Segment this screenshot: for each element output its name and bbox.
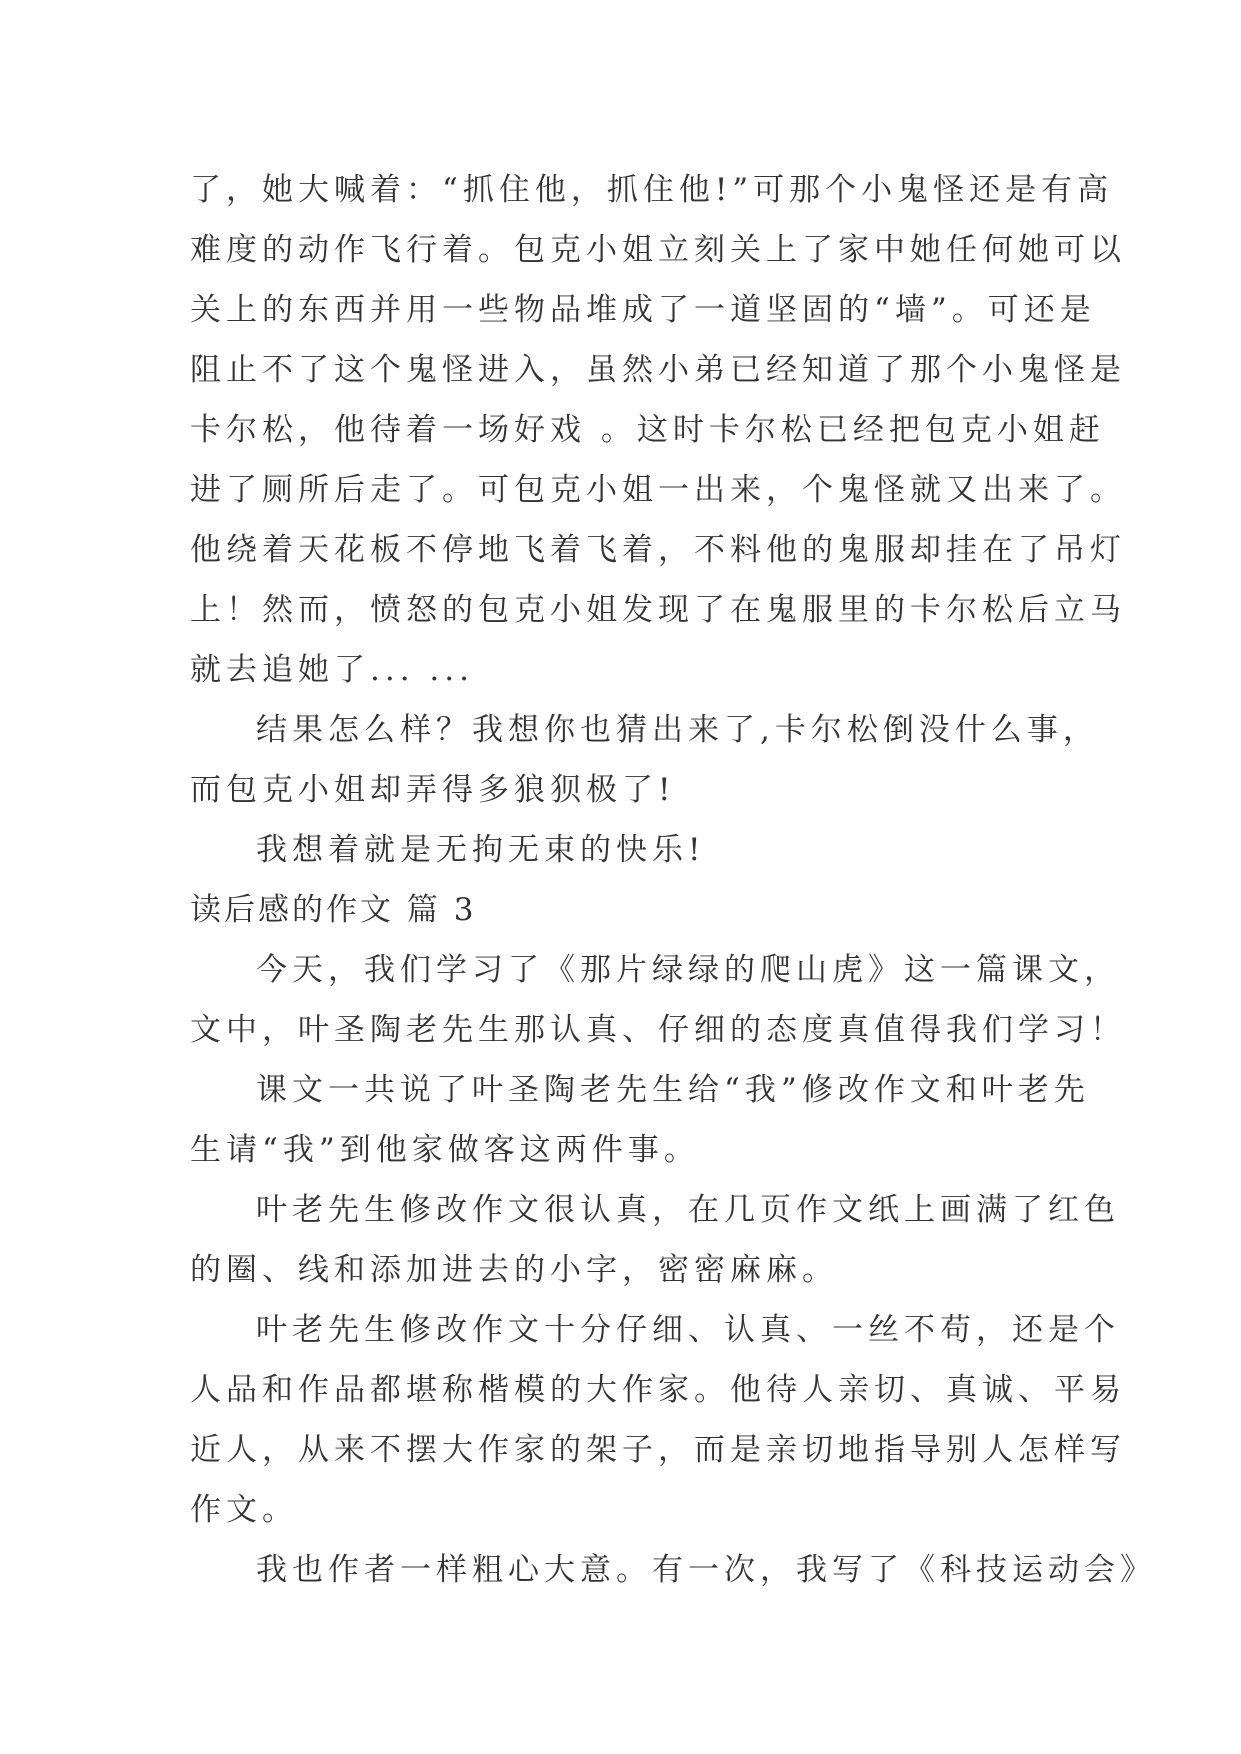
paragraph-line: 结果怎么样？我想你也猜出来了,卡尔松倒没什么事，: [256, 712, 1099, 748]
paragraph-line: 的圈、线和添加进去的小字，密密麻麻。: [190, 1252, 838, 1288]
section-heading: 读后感的作文 篇 3: [190, 892, 477, 928]
paragraph-line: 了，她大喊着：“抓住他，抓住他!”可那个小鬼怪还是有高: [190, 172, 1114, 208]
paragraph-line: 难度的动作飞行着。包克小姐立刻关上了家中她任何她可以: [190, 232, 1126, 268]
paragraph-line: 今天，我们学习了《那片绿绿的爬山虎》这一篇课文，: [256, 952, 1120, 988]
paragraph-line: 近人，从来不摆大作家的架子，而是亲切地指导别人怎样写: [190, 1432, 1126, 1468]
paragraph-line: 阻止不了这个鬼怪进入，虽然小弟已经知道了那个小鬼怪是: [190, 352, 1126, 388]
paragraph-line: 我想着就是无拘无束的快乐!: [256, 832, 706, 868]
document-body: [190, 160, 1156, 1600]
paragraph-line: 课文一共说了叶圣陶老先生给“我”修改作文和叶老先: [256, 1072, 1090, 1108]
paragraph-line: 他绕着天花板不停地飞着飞着，不料他的鬼服却挂在了吊灯: [190, 532, 1126, 568]
paragraph-line: 我也作者一样粗心大意。有一次，我写了《科技运动会》: [256, 1552, 1156, 1588]
paragraph-line: 卡尔松，他待着一场好戏 。这时卡尔松已经把包克小姐赶: [190, 412, 1105, 448]
paragraph-line: 生请“我”到他家做客这两件事。: [190, 1132, 700, 1168]
paragraph-line: 作文。: [190, 1492, 298, 1528]
paragraph-line: 关上的东西并用一些物品堆成了一道坚固的“墙”。可还是: [190, 292, 1096, 328]
paragraph-line: 而包克小姐却弄得多狼狈极了!: [190, 772, 676, 808]
paragraph-line: 进了厕所后走了。可包克小姐一出来，个鬼怪就又出来了。: [190, 472, 1126, 508]
paragraph-line: 叶老先生修改作文很认真，在几页作文纸上画满了红色: [256, 1192, 1120, 1228]
paragraph-line: 上！然而，愤怒的包克小姐发现了在鬼服里的卡尔松后立马: [190, 592, 1126, 628]
paragraph-line: 文中，叶圣陶老先生那认真、仔细的态度真值得我们学习！: [190, 1012, 1126, 1048]
paragraph-line: 人品和作品都堪称楷模的大作家。他待人亲切、真诚、平易: [190, 1372, 1126, 1408]
paragraph-line: 就去追她了... ...: [190, 652, 474, 688]
paragraph-line: 叶老先生修改作文十分仔细、认真、一丝不苟，还是个: [256, 1312, 1120, 1348]
